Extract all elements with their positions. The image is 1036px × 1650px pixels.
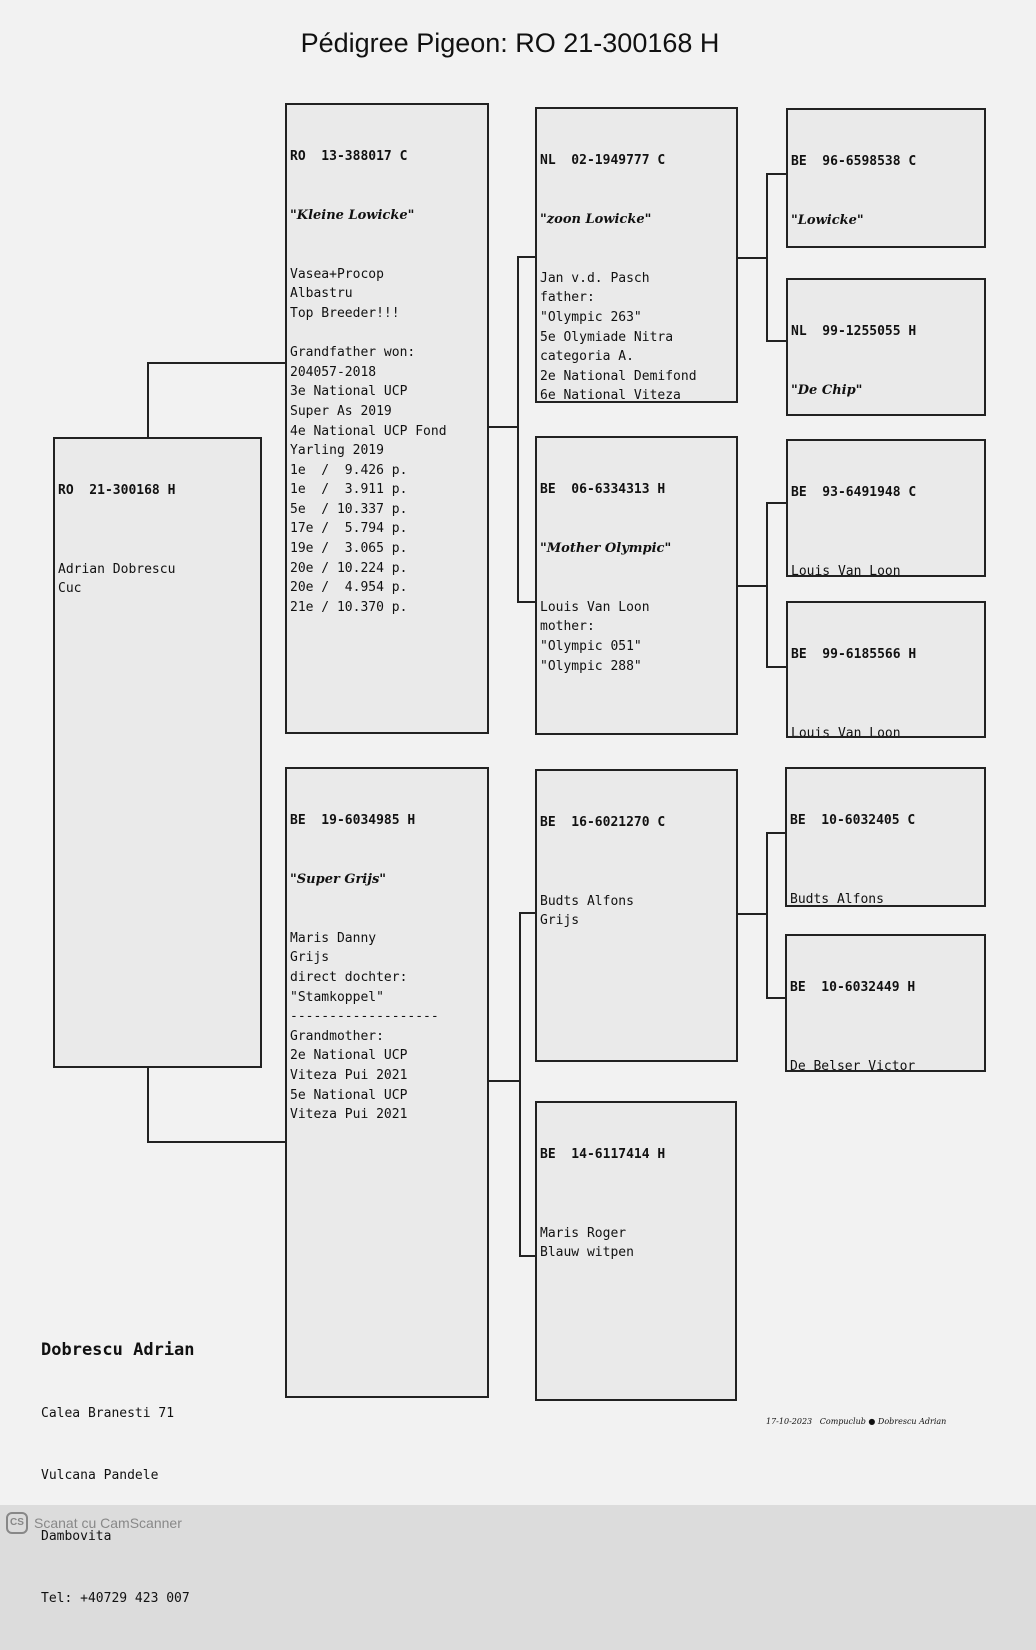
pigeon-card-sss[interactable] [786, 108, 986, 248]
owner-address-line: Calea Branesti 71 [41, 1406, 175, 1421]
owner-name: Dobrescu Adrian [41, 1340, 195, 1360]
card-line: Louis Van Loon [791, 563, 901, 577]
connector [736, 257, 767, 259]
card-line [58, 540, 257, 560]
card-line: Yarling 2019 [290, 443, 384, 459]
pigeon-name: "De Chip" [791, 382, 863, 398]
card-line: 5e / 10.337 p. [290, 501, 408, 517]
card-line: Viteza Pui 2021 [290, 1067, 408, 1083]
card-line [540, 1204, 732, 1224]
page-title: Pédigree Pigeon: RO 21-300168 H [300, 28, 720, 58]
card-line: 1e / 9.426 p. [290, 462, 408, 478]
card-line [791, 542, 981, 562]
card-lines [290, 929, 484, 1125]
card-line: Budts Alfons [790, 891, 884, 907]
card-line: Viteza Pui 2021 [290, 1107, 408, 1123]
connector [736, 913, 767, 915]
print-footer: 17-10-2023 Compuclub ● Dobrescu Adrian [766, 1417, 947, 1426]
ring-number: BE 10-6032449 H [790, 980, 916, 996]
connector [766, 832, 768, 998]
pigeon-card-sds[interactable] [786, 439, 986, 577]
owner-address-line: Dambovita [41, 1529, 112, 1544]
card-line: 17e / 5.794 p. [290, 521, 408, 537]
connector [488, 1080, 520, 1082]
connector [517, 601, 536, 603]
connector [517, 256, 536, 258]
card-line: Jan v.d. Pasch [540, 270, 650, 286]
card-line: "Olympic 051" [540, 638, 642, 654]
card-line: Maris Danny [290, 930, 377, 946]
card-line: ------------------- [290, 1009, 439, 1025]
card-line: Louis Van Loon [540, 599, 650, 615]
connector [519, 912, 521, 1256]
ring-number: RO 21-300168 H [58, 483, 176, 499]
pigeon-card-dam[interactable] [285, 767, 489, 1398]
scanner-watermark [6, 1510, 182, 1536]
card-line [540, 872, 733, 892]
owner-address-line: Vulcana Pandele [41, 1467, 159, 1483]
card-line: 20e / 4.954 p. [290, 580, 408, 596]
pigeon-card-sire-sire[interactable] [535, 107, 738, 403]
card-line: "Olympic 263" [540, 309, 642, 325]
pigeon-name: "Lowicke" [791, 212, 864, 228]
card-line: 19e / 3.065 p. [290, 541, 408, 557]
card-line: "Stamkoppel" [290, 989, 384, 1005]
card-line: 4e National UCP Fond [290, 423, 447, 439]
card-line [290, 324, 484, 344]
card-line: 21e / 10.370 p. [290, 599, 408, 615]
ring-number: BE 99-6185566 H [791, 647, 917, 663]
card-line [791, 704, 981, 724]
card-line: Grijs [290, 950, 330, 966]
card-line: Vasea+Procop [290, 266, 384, 282]
card-line: Top Breeder!!! [290, 305, 400, 321]
connector [519, 912, 536, 914]
pigeon-card-sire-dam[interactable] [535, 436, 738, 735]
card-line: Budts Alfons [540, 893, 634, 909]
ring-number: BE 16-6021270 C [540, 815, 666, 831]
card-line: 204057-2018 [290, 364, 377, 380]
connector [147, 1066, 149, 1142]
card-line: Cuc [58, 581, 82, 597]
connector [517, 256, 519, 602]
camscanner-logo-icon: CS [6, 1512, 28, 1534]
card-line: 6e National Viteza [540, 388, 681, 403]
card-lines [540, 1204, 732, 1263]
ring-number: BE 96-6598538 C [791, 154, 917, 170]
connector [766, 340, 787, 342]
card-lines [540, 872, 733, 931]
pigeon-card-subject[interactable] [53, 437, 262, 1068]
card-lines [540, 598, 733, 676]
card-line: 2e National UCP [290, 1048, 408, 1064]
ring-number: BE 06-6334313 H [540, 482, 666, 498]
card-lines [58, 540, 257, 599]
card-line: "Olympic 288" [540, 658, 642, 674]
card-line: 3e National UCP [290, 384, 408, 400]
card-line: direct dochter: [290, 969, 408, 985]
pigeon-card-dam-sire[interactable] [535, 769, 738, 1062]
card-line: 2e National Demifond [540, 368, 697, 384]
card-line: Blauw witpen [540, 1245, 634, 1261]
ring-number: BE 19-6034985 H [290, 813, 416, 829]
connector [147, 362, 286, 364]
connector [147, 1141, 286, 1143]
card-line: Maris Roger [540, 1225, 627, 1241]
card-lines [540, 269, 733, 403]
pigeon-name: "Super Grijs" [290, 871, 387, 887]
connector [519, 1255, 536, 1257]
connector [766, 173, 768, 341]
card-line: father: [540, 290, 595, 306]
connector [766, 666, 787, 668]
scanner-label: Scanat cu CamScanner [34, 1515, 182, 1531]
pigeon-card-dsd[interactable] [785, 934, 986, 1072]
card-line: Albastru [290, 286, 353, 302]
pigeon-card-sdd[interactable] [786, 601, 986, 738]
connector [736, 585, 767, 587]
card-line [790, 870, 981, 890]
card-line [790, 1037, 981, 1057]
pigeon-name: "Kleine Lowicke" [290, 207, 415, 223]
ring-number: RO 13-388017 C [290, 149, 408, 165]
card-line: 20e / 10.224 p. [290, 560, 408, 576]
card-lines [791, 704, 981, 738]
connector [766, 832, 787, 834]
pigeon-card-sire[interactable] [285, 103, 489, 734]
card-lines [791, 542, 981, 577]
card-lines [790, 870, 981, 907]
card-line: Grandfather won: [290, 345, 416, 361]
pigeon-card-ssd[interactable] [786, 278, 986, 416]
owner-phone: Tel: +40729 423 007 [41, 1590, 190, 1606]
card-lines [790, 1037, 981, 1072]
card-line: De Belser Victor [790, 1058, 916, 1072]
connector [766, 173, 787, 175]
pigeon-card-dam-dam[interactable] [535, 1101, 737, 1401]
card-lines [290, 265, 484, 618]
card-line: 5e Olymiade Nitra [540, 329, 674, 345]
card-line: Grijs [540, 913, 580, 929]
card-line: categoria A. [540, 349, 634, 365]
connector [766, 502, 768, 667]
owner-contact [41, 1296, 195, 1650]
ring-number: NL 99-1255055 H [791, 324, 917, 340]
connector [147, 363, 149, 438]
card-line: Super As 2019 [290, 403, 392, 419]
pigeon-card-dss[interactable] [785, 767, 986, 907]
ring-number: BE 14-6117414 H [540, 1147, 666, 1163]
pigeon-name: "zoon Lowicke" [540, 211, 652, 227]
ring-number: BE 10-6032405 C [790, 813, 916, 829]
card-line: 1e / 3.911 p. [290, 482, 408, 498]
card-line: Grandmother: [290, 1028, 384, 1044]
card-line: mother: [540, 619, 595, 635]
card-line: Louis Van Loon [791, 725, 901, 738]
ring-number: BE 93-6491948 C [791, 485, 917, 501]
connector [766, 997, 787, 999]
pigeon-name: "Mother Olympic" [540, 540, 672, 556]
connector [488, 426, 518, 428]
card-line: 5e National UCP [290, 1087, 408, 1103]
ring-number: NL 02-1949777 C [540, 153, 666, 169]
connector [766, 502, 787, 504]
card-line: Adrian Dobrescu [58, 561, 176, 577]
